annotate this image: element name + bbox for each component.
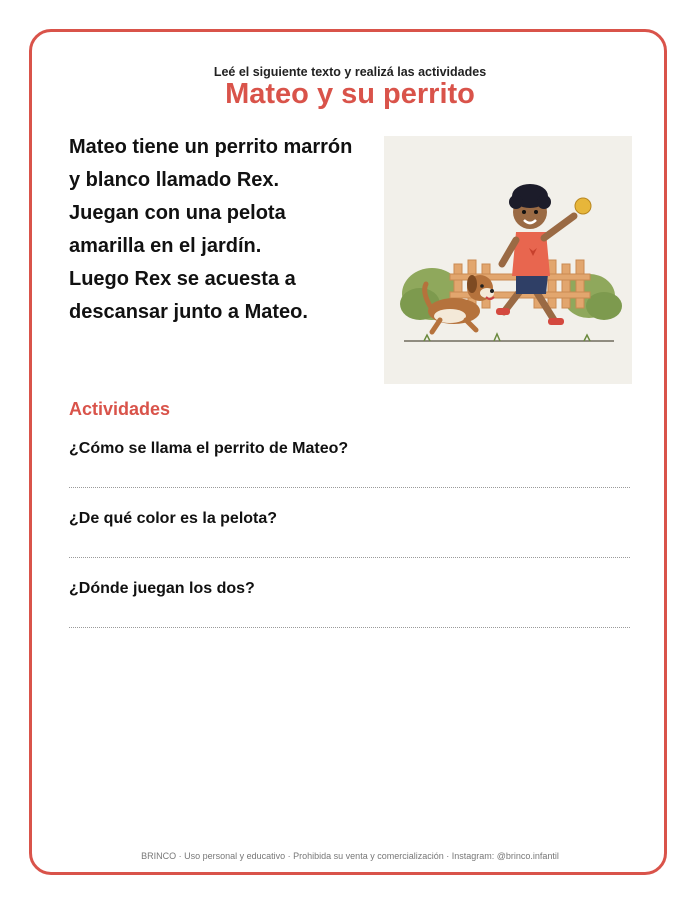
answer-line-1[interactable] xyxy=(69,487,630,488)
question-3: ¿Dónde juegan los dos? xyxy=(69,580,255,597)
footer-text: BRINCO · Uso personal y educativo · Prohibida su venta y comercialización · Instagram: @brinco.infantil xyxy=(141,851,559,861)
activities-title: Actividades xyxy=(69,399,171,419)
story-line: Luego Rex se acuesta a xyxy=(69,268,296,290)
answer-line-3[interactable] xyxy=(69,627,630,628)
question-1: ¿Cómo se llama el perrito de Mateo? xyxy=(69,440,349,457)
boy-playing-with-dog-illustration xyxy=(384,136,632,384)
page-title: Mateo y su perrito xyxy=(225,78,475,110)
story-line: y blanco llamado Rex. xyxy=(69,169,280,191)
story-line: Juegan con una pelota xyxy=(69,202,286,224)
instruction-text: Leé el siguiente texto y realizá las actividades xyxy=(213,65,487,79)
question-2: ¿De qué color es la pelota? xyxy=(69,510,278,527)
answer-line-2[interactable] xyxy=(69,557,630,558)
story-text xyxy=(69,131,379,329)
story-line: Mateo tiene un perrito marrón xyxy=(69,136,353,158)
story-line: descansar junto a Mateo. xyxy=(69,301,308,323)
story-line: amarilla en el jardín. xyxy=(69,235,262,257)
